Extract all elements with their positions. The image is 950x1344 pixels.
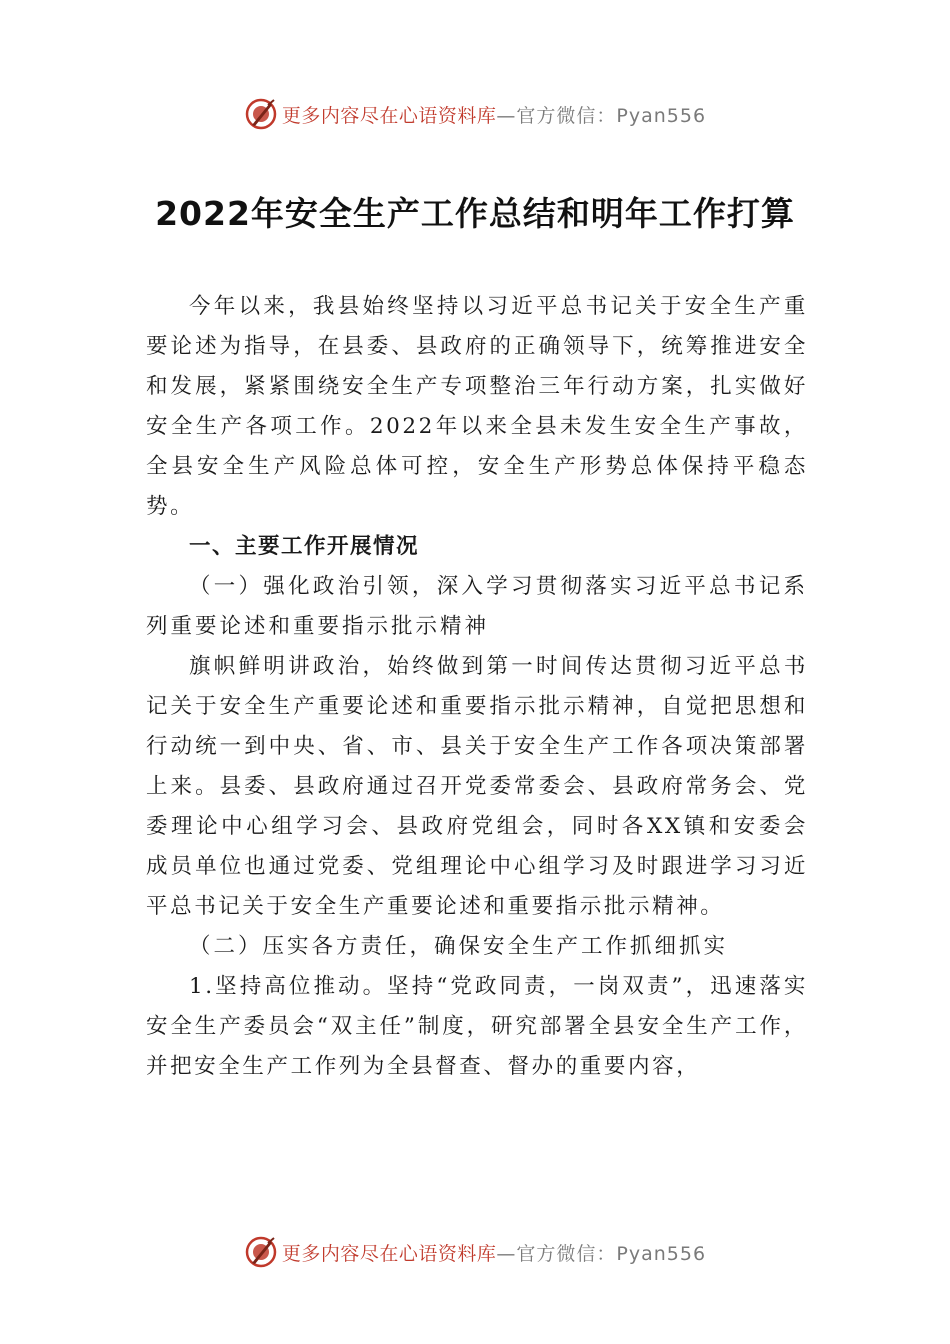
subsection-heading-1: （一）强化政治引领，深入学习贯彻落实习近平总书记系列重要论述和重要指示批示精神 xyxy=(146,574,808,639)
section-heading: 一、主要工作开展情况 xyxy=(189,534,420,559)
watermark-library-text: 更多内容尽在心语资料库 xyxy=(281,1242,497,1265)
quill-seal-logo xyxy=(244,97,278,131)
document-body xyxy=(146,287,808,1087)
body-paragraph-2: 1.坚持高位推动。坚持“党政同责，一岗双责”，迅速落实安全生产委员会“双主任”制度，研究部署全县安全生产工作，并把安全生产工作列为全县督查、督办的重要内容， xyxy=(146,974,808,1079)
watermark-library-text: 更多内容尽在心语资料库 xyxy=(281,104,497,127)
bottom-watermark-banner xyxy=(0,1232,950,1272)
subsection-heading-2: （二）压实各方责任，确保安全生产工作抓细抓实 xyxy=(189,934,729,959)
quill-seal-logo xyxy=(244,1235,278,1269)
watermark-wechat-text: —官方微信：Pyan556 xyxy=(496,104,707,127)
intro-paragraph: 今年以来，我县始终坚持以习近平总书记关于安全生产重要论述为指导，在县委、县政府的正确领导下，统筹推进安全和发展，紧紧围绕安全生产专项整治三年行动方案，扎实做好安全生产各项工作。2022年以来全县未发生安全生产事故，全县安全生产风险总体可控，安全生产形势总体保持平稳态势。 xyxy=(146,294,808,519)
document-title: 2022年安全生产工作总结和明年工作打算 xyxy=(155,194,795,233)
top-watermark-banner xyxy=(0,94,950,134)
body-paragraph-1: 旗帜鲜明讲政治，始终做到第一时间传达贯彻习近平总书记关于安全生产重要论述和重要指示批示精神，自觉把思想和行动统一到中央、省、市、县关于安全生产工作各项决策部署上来。县委、县政府通过召开党委常委会、县政府常务会、党委理论中心组学习会、县政府党组会，同时各XX镇和安委会成员单位也通过党委、党组理论中心组学习及时跟进学习习近平总书记关于安全生产重要论述和重要指示批示精神。 xyxy=(146,654,808,919)
watermark-wechat-text: —官方微信：Pyan556 xyxy=(496,1242,707,1265)
